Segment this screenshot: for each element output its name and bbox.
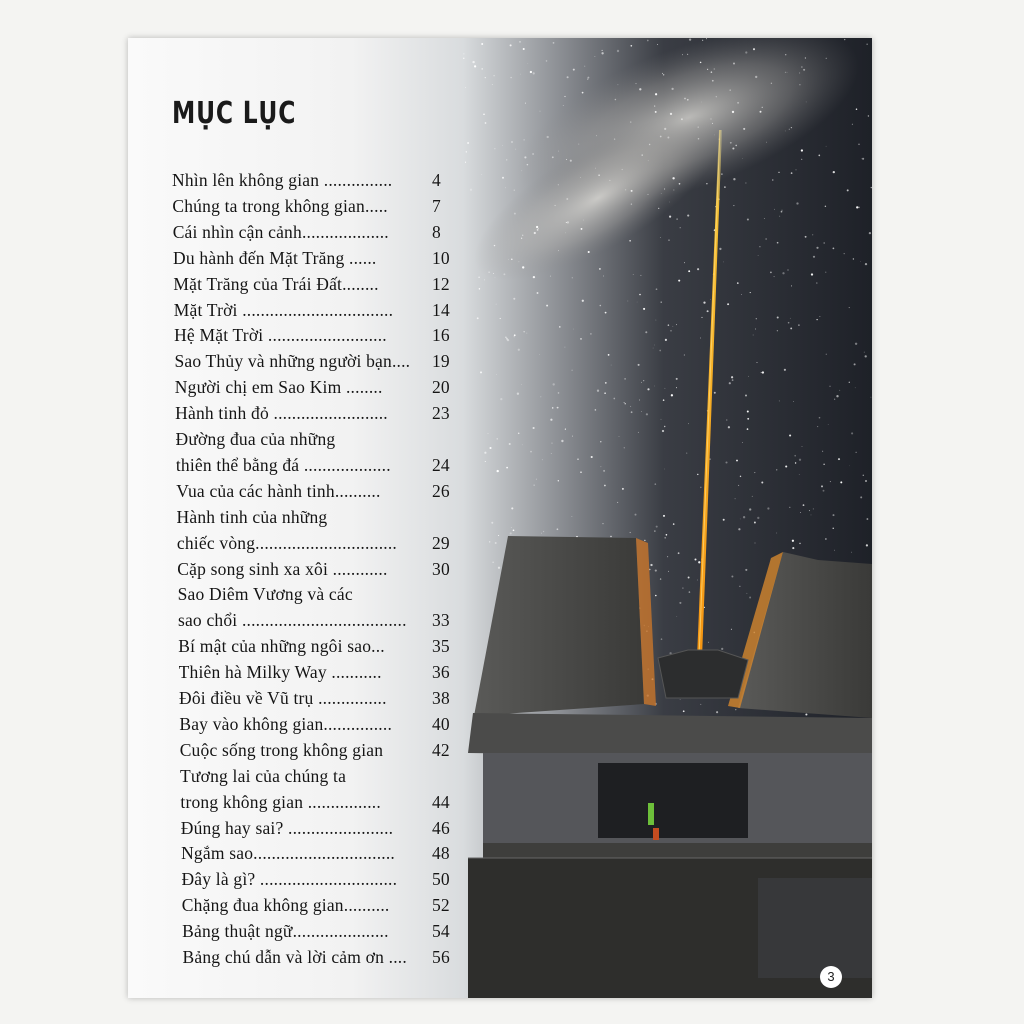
toc-entry-page: 35 (431, 636, 450, 657)
book-page (128, 38, 872, 998)
toc-entry-title: Bí mật của những ngôi sao... (178, 636, 385, 657)
toc-entry (177, 507, 328, 533)
toc-entry-title: Cuộc sống trong không gian (179, 739, 384, 760)
toc-entry-page: 29 (431, 532, 450, 553)
toc-entry-page: 48 (431, 843, 450, 864)
toc-entry (181, 895, 450, 921)
toc-entry (178, 584, 353, 610)
toc-entry-page: 52 (431, 895, 450, 916)
toc-entry-title: Sao Thủy và những người bạn.... (174, 351, 411, 372)
toc-entry (181, 869, 450, 895)
toc-entry-page: 24 (431, 454, 450, 475)
toc-entry (172, 195, 441, 222)
toc-entry-title: Vua của các hành tinh.......... (176, 480, 381, 501)
toc-entry-page: 10 (431, 247, 450, 268)
toc-entry-title: Chặng đua không gian.......... (181, 895, 390, 916)
toc-entry-page: 56 (432, 947, 450, 967)
toc-entry (173, 247, 450, 274)
toc-entry (180, 766, 346, 792)
toc-entry (182, 921, 450, 947)
toc-entry (176, 532, 450, 559)
toc-entry-title: thiên thể bằng đá ................... (175, 454, 391, 475)
table-of-contents (128, 38, 872, 998)
toc-entry-page: 30 (432, 558, 450, 579)
toc-entry-page: 33 (431, 610, 450, 631)
toc-entry-page: 44 (431, 791, 450, 812)
toc-entry-title: chiếc vòng............................... (176, 532, 398, 553)
toc-entry-title: Ngắm sao............................... (181, 843, 395, 864)
toc-entry-title: Bảng chú dẫn và lời cảm ơn .... (182, 947, 407, 967)
toc-entry-title: Đường đua của những (175, 429, 336, 449)
toc-entry-title: trong không gian ................ (180, 791, 381, 812)
toc-entry (172, 221, 441, 248)
toc-entry-title: Bảng thuật ngữ..................... (182, 921, 389, 942)
toc-entry-title: Nhìn lên không gian ............... (172, 170, 393, 190)
toc-entry-title: Hệ Mặt Trời .......................... (174, 325, 387, 346)
toc-entry (179, 713, 450, 740)
toc-entry (173, 299, 450, 326)
toc-entry-page: 38 (432, 688, 450, 708)
toc-entry-title: Hành tinh của những (176, 506, 328, 527)
toc-entry-page: 8 (431, 221, 441, 242)
toc-entry (176, 429, 336, 455)
toc-entry (178, 662, 450, 688)
toc-entry (176, 480, 450, 507)
toc-entry-page: 7 (431, 195, 441, 216)
toc-entry-page: 50 (431, 869, 450, 890)
toc-entry (179, 688, 450, 714)
toc-entry (174, 377, 450, 403)
toc-entry-title: Đây là gì? .............................. (181, 869, 398, 890)
toc-entry-page: 14 (432, 299, 450, 320)
toc-entry-page: 46 (432, 817, 450, 838)
toc-entry (179, 739, 450, 766)
toc-entry (180, 791, 450, 818)
toc-entry-title: Mặt Trăng của Trái Đất........ (173, 273, 379, 294)
toc-entry-page: 23 (431, 403, 450, 424)
toc-entry-title: Tương lai của chúng ta (180, 765, 347, 786)
toc-entry (175, 403, 450, 429)
toc-entry-page: 12 (431, 273, 450, 294)
toc-entry (177, 558, 450, 585)
toc-entry-title: sao chổi .................................... (177, 610, 407, 631)
toc-entry-page: 26 (431, 480, 450, 501)
toc-entry (177, 610, 450, 636)
toc-entry (181, 843, 450, 869)
toc-entry-title: Cặp song sinh xa xôi ............ (177, 558, 388, 579)
page-number-badge: 3 (820, 966, 842, 988)
toc-entry-page: 4 (432, 170, 441, 190)
toc-entry-title: Hành tinh đỏ ......................... (175, 403, 388, 424)
toc-entry-page: 36 (431, 662, 450, 683)
toc-entry (173, 273, 450, 300)
toc-entry (178, 636, 450, 662)
toc-entry-page: 42 (431, 739, 450, 760)
toc-entry-title: Đôi điều về Vũ trụ ............... (179, 688, 387, 708)
toc-entry (182, 947, 450, 973)
toc-entry (175, 454, 450, 481)
toc-entry (180, 817, 450, 844)
toc-entry-title: Người chị em Sao Kim ........ (174, 377, 383, 398)
toc-entry-title: Mặt Trời ................................. (173, 299, 394, 320)
toc-entry (174, 351, 450, 377)
toc-entry-page: 20 (431, 377, 450, 398)
toc-entry (174, 325, 450, 351)
toc-entry-title: Bay vào không gian............... (179, 713, 393, 734)
toc-entry-title: Đúng hay sai? ....................... (180, 817, 394, 838)
page-title: MỤC LỤC (172, 96, 297, 131)
toc-entry-title: Thiên hà Milky Way ........... (178, 662, 382, 683)
toc-entry-page: 54 (431, 921, 450, 942)
toc-entry-page: 16 (431, 325, 450, 346)
toc-entry (172, 170, 441, 196)
toc-entry-title: Cái nhìn cận cảnh................... (172, 221, 389, 242)
toc-entry-title: Sao Diêm Vương và các (177, 584, 353, 605)
toc-entry-page: 19 (431, 351, 450, 372)
toc-entry-title: Du hành đến Mặt Trăng ...... (173, 247, 377, 268)
toc-entry-title: Chúng ta trong không gian..... (172, 195, 388, 216)
toc-entry-page: 40 (431, 713, 450, 734)
